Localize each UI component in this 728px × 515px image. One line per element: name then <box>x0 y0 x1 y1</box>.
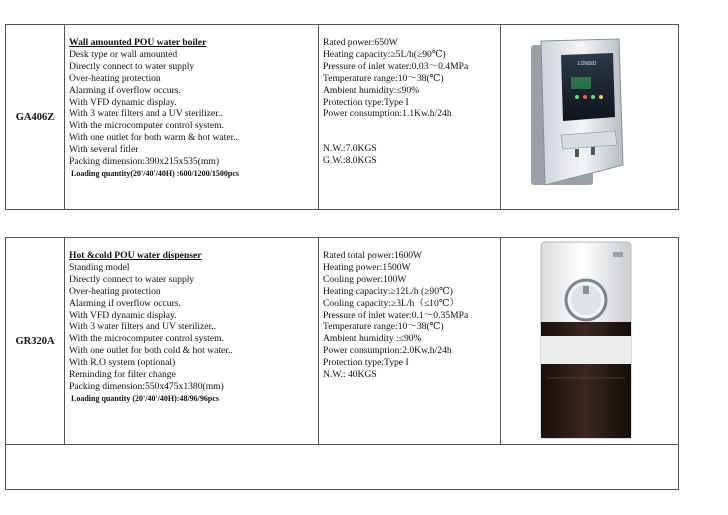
feature-line: Packing dimension:550x475x1380(mm) <box>69 380 224 392</box>
spec-line: Protection type:Type I <box>323 96 409 108</box>
feature-line: Alarming if overflow occurs. <box>69 84 181 96</box>
loading-quantity: Loading quantity (20'/40'/40H):48/96/96pcs <box>71 393 220 403</box>
spec-line: Cooling capacity:≥3L/h（≤10℃） <box>323 297 460 309</box>
product-image-cell <box>501 238 679 445</box>
product-table-gr320a <box>5 237 679 490</box>
spec-line: Heating capacity:≥5L/h(≥90℃) <box>323 48 446 60</box>
product-title: Hot &cold POU water dispenser <box>69 250 202 261</box>
model-cell <box>6 25 65 210</box>
description-cell <box>65 25 319 210</box>
feature-line: With one outlet for both cold & hot water.. <box>69 345 233 357</box>
feature-line: With VFD dynamic display. <box>69 309 177 321</box>
spec-line: Power consumption:2.0Kw.h/24h <box>323 345 452 357</box>
wall-water-boiler-image <box>501 25 677 209</box>
spec-line: Pressure of inlet water:0.1～0.35MPa <box>323 309 469 321</box>
model-code: GR320A <box>15 335 55 347</box>
feature-line: With 3 water filters and UV sterilizer.. <box>69 321 217 333</box>
feature-line: Directly connect to water supply <box>69 60 195 72</box>
spec-line: Heating capacity:≥12L/h (≥90℃) <box>323 285 453 297</box>
feature-line: With the microcomputer control system. <box>69 120 224 132</box>
spec-line: Rated power:650W <box>323 37 398 48</box>
spec-cell <box>319 25 501 210</box>
model-code: GA406Z <box>15 111 55 123</box>
spec-line: Rated total power:1600W <box>323 250 423 261</box>
description-cell <box>65 238 319 445</box>
product-image-cell <box>501 25 679 210</box>
feature-line: Standing model <box>69 261 130 273</box>
model-cell <box>6 238 65 445</box>
net-weight: N.W.:7.0KGS <box>323 143 377 155</box>
spec-line: Ambient humidity:≤90% <box>323 84 420 96</box>
empty-row <box>6 445 679 490</box>
product-table-ga406z <box>5 24 679 210</box>
spec-line: Pressure of inlet water:0.03～0.4MPa <box>323 60 469 72</box>
feature-line: With R.O system (optional) <box>69 357 176 369</box>
spec-line: Temperature range:10～38(℃) <box>323 72 444 84</box>
spec-line: N.W.: 40KGS <box>323 369 377 381</box>
gross-weight: G.W.:8.0KGS <box>323 155 377 167</box>
feature-line: Alarming if overflow occurs. <box>69 297 181 309</box>
product-title: Wall amounted POU water boiler <box>69 37 207 48</box>
feature-line: Directly connect to water supply <box>69 273 195 285</box>
spec-line: Temperature range:10～38(℃) <box>323 321 444 333</box>
feature-line: With 3 water filters and a UV sterilizer.. <box>69 108 223 120</box>
feature-line: With the microcomputer control system. <box>69 333 224 345</box>
spec-line: Heating power:1500W <box>323 261 411 273</box>
feature-line: With several fitler <box>69 144 139 156</box>
spec-line: Power consumption:1.1Kw.h/24h <box>323 108 452 120</box>
feature-line: Over-heating protection <box>69 285 161 297</box>
spec-cell <box>319 238 501 445</box>
feature-line: Packing dimension:390x215x535(mm) <box>69 156 220 168</box>
feature-line: With one outlet for both warm & hot water.. <box>69 132 239 144</box>
brand-label: LONSID <box>577 61 597 67</box>
feature-line: With VFD dynamic display. <box>69 96 177 108</box>
spec-line: Protection type:Type I <box>323 357 409 369</box>
spec-line: Ambient humidity :≤90% <box>323 333 422 345</box>
feature-line: Desk type or wall amounted <box>69 48 178 60</box>
feature-line: Reminding for filter change <box>69 369 176 381</box>
loading-quantity: Loading quantity(20'/40'/40H) :600/1200/1500pcs <box>71 168 240 178</box>
spec-line: Cooling power:100W <box>323 273 407 285</box>
feature-line: Over-heating protection <box>69 72 161 84</box>
standing-water-dispenser-image <box>501 238 677 444</box>
